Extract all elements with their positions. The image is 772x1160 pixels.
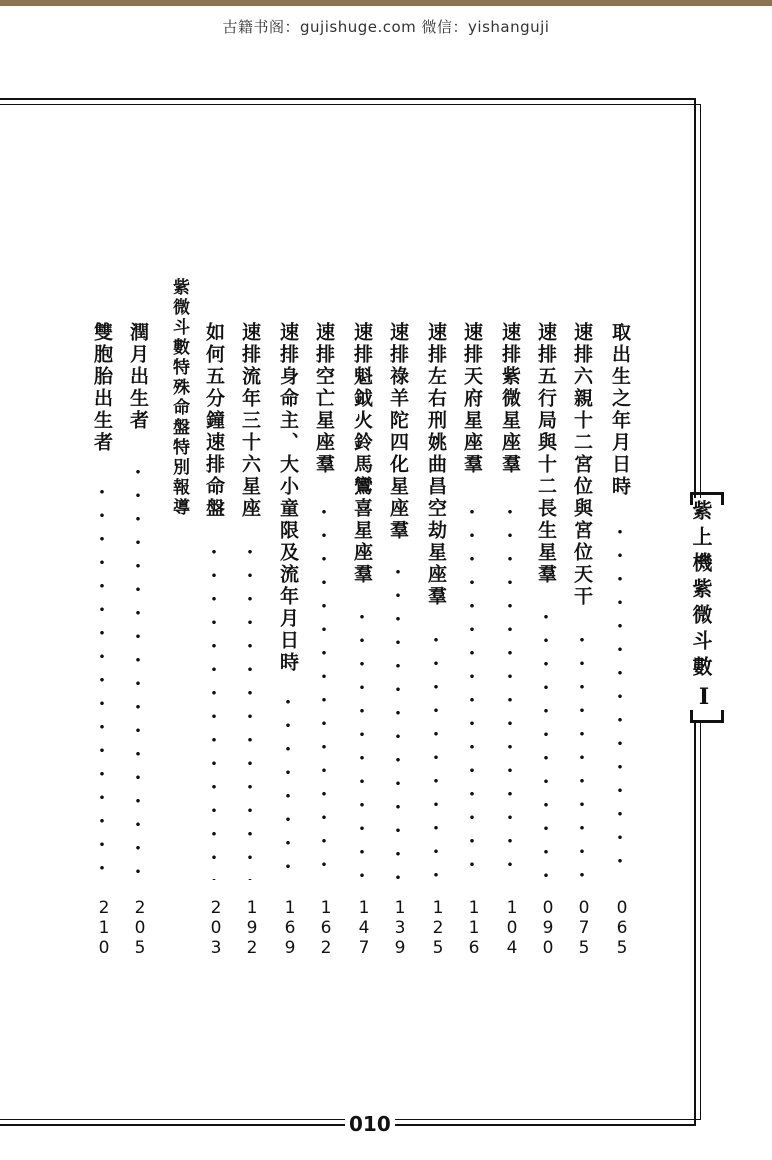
toc-entry-title: 潤月出生者 bbox=[127, 322, 149, 432]
toc-leader-dots bbox=[395, 560, 401, 880]
toc-leader-dots bbox=[211, 540, 217, 880]
toc-leader-dots bbox=[507, 500, 513, 880]
toc-page-number: 169 bbox=[280, 898, 300, 958]
frame-right-line-lower-outer bbox=[700, 722, 701, 1120]
toc-page-number: 203 bbox=[206, 898, 226, 958]
toc-page-number: 125 bbox=[428, 898, 448, 958]
toc-page-number: 210 bbox=[94, 898, 114, 958]
toc-leader-dots bbox=[285, 690, 291, 880]
toc-leader-dots bbox=[359, 605, 365, 880]
frame-right-line-lower bbox=[694, 722, 696, 1126]
toc-leader-dots bbox=[99, 480, 105, 880]
toc-leader-dots bbox=[579, 628, 585, 880]
toc-entry-title: 雙胞胎出生者 bbox=[91, 322, 113, 454]
toc-entry-title: 速排六親十二宮位與宮位天干 bbox=[571, 322, 593, 608]
toc-entry-title: 速排紫微星座羣 bbox=[499, 322, 521, 476]
title-bracket-bottom bbox=[690, 710, 724, 723]
toc-page-number: 104 bbox=[502, 898, 522, 958]
toc-page-number: 205 bbox=[130, 898, 150, 958]
toc-entry-title: 速排五行局與十二長生星羣 bbox=[535, 322, 557, 586]
toc-entry-title: 速排左右刑姚曲昌空劫星座羣 bbox=[425, 322, 447, 608]
toc-leader-dots bbox=[617, 520, 623, 880]
toc-page-number: 192 bbox=[242, 898, 262, 958]
toc-leader-dots bbox=[469, 500, 475, 880]
toc-entry-title: 速排天府星座羣 bbox=[461, 322, 483, 476]
toc-leader-dots bbox=[543, 605, 549, 880]
toc-entry-title: 速排空亡星座羣 bbox=[313, 322, 335, 476]
frame-top-line bbox=[0, 98, 694, 100]
toc-page-number: 065 bbox=[612, 898, 632, 958]
page-folio: 010 bbox=[345, 1112, 395, 1136]
toc-page-number: 139 bbox=[390, 898, 410, 958]
toc-page-number: 162 bbox=[316, 898, 336, 958]
toc-page-number: 090 bbox=[538, 898, 558, 958]
toc-entry-title: 取出生之年月日時 bbox=[609, 322, 631, 498]
top-border bbox=[0, 0, 772, 6]
toc-page-number: 116 bbox=[464, 898, 484, 958]
frame-right-line-outer bbox=[700, 104, 701, 498]
toc-entry-title: 速排身命主、大小童限及流年月日時 bbox=[277, 322, 299, 674]
toc-leader-dots bbox=[135, 460, 141, 880]
section-heading: 紫微斗數特殊命盤特別報導 bbox=[169, 278, 189, 518]
volume-number: I bbox=[698, 684, 710, 710]
frame-right-line bbox=[694, 98, 696, 498]
toc-entry-title: 速排魁鉞火鈴馬鸞喜星座羣 bbox=[351, 322, 373, 586]
frame-top-line-outer bbox=[0, 104, 700, 105]
book-title: 紫上機紫微斗數 bbox=[689, 500, 713, 682]
toc-page-number: 147 bbox=[354, 898, 374, 958]
toc-leader-dots bbox=[321, 500, 327, 880]
watermark: 古籍书阁：gujishuge.com 微信：yishanguji bbox=[222, 18, 550, 36]
toc-leader-dots bbox=[247, 540, 253, 880]
toc-entry-title: 速排祿羊陀四化星座羣 bbox=[387, 322, 409, 542]
toc-entry-title: 速排流年三十六星座 bbox=[239, 322, 261, 520]
toc-page-number: 075 bbox=[574, 898, 594, 958]
toc-leader-dots bbox=[433, 628, 439, 880]
toc-entry-title: 如何五分鐘速排命盤 bbox=[203, 322, 225, 520]
